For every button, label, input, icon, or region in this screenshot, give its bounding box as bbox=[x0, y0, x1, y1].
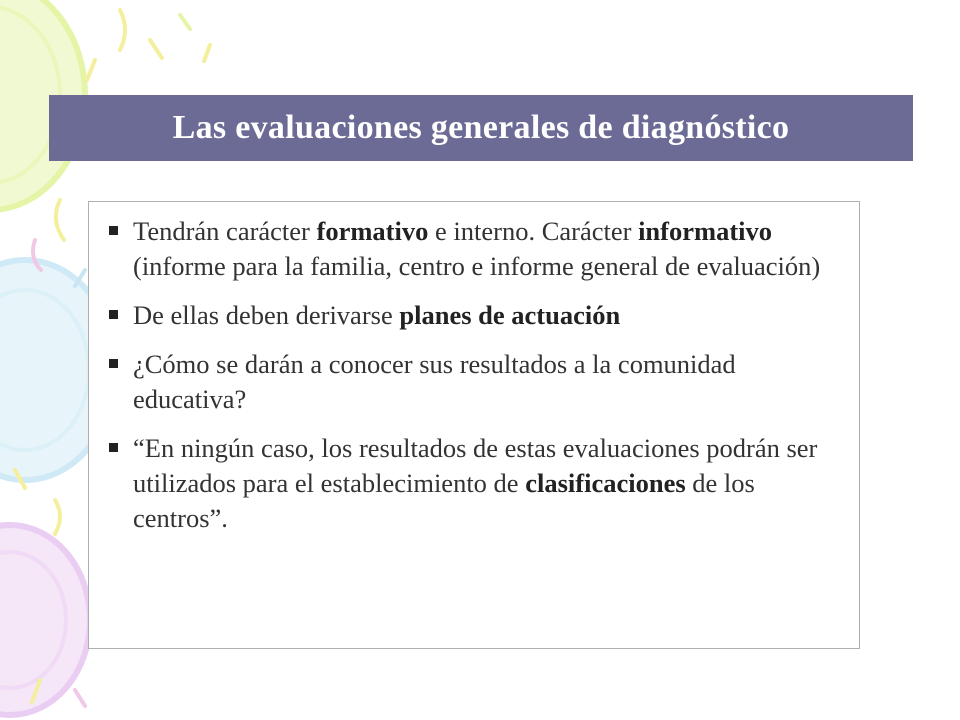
square-bullet-icon bbox=[109, 226, 118, 235]
text-segment: e interno. Carácter bbox=[428, 216, 639, 246]
bullet-item bbox=[101, 214, 841, 284]
bold-phrase: planes de actuación bbox=[399, 300, 621, 330]
balloon-purple bbox=[0, 525, 90, 715]
text-segment: ¿Cómo se darán a conocer sus resultados a la comunidad educativa? bbox=[133, 349, 736, 414]
content-box bbox=[88, 201, 860, 649]
square-bullet-icon bbox=[109, 359, 118, 368]
square-bullet-icon bbox=[109, 443, 118, 452]
text-segment: Tendrán carácter bbox=[133, 216, 317, 246]
bullet-list bbox=[101, 214, 841, 550]
text-segment: (informe para la familia, centro e informe general de evaluación) bbox=[133, 251, 821, 281]
bullet-item bbox=[101, 298, 841, 333]
bullet-text bbox=[133, 349, 736, 414]
bullet-text bbox=[133, 433, 817, 533]
bold-phrase: clasificaciones bbox=[525, 468, 686, 498]
square-bullet-icon bbox=[109, 310, 118, 319]
bold-phrase: informativo bbox=[638, 216, 773, 246]
text-segment: de los centros”. bbox=[133, 468, 755, 533]
bullet-text bbox=[133, 300, 620, 330]
bullet-text bbox=[133, 216, 820, 281]
text-segment: De ellas deben derivarse bbox=[133, 300, 400, 330]
title-bar bbox=[49, 95, 913, 161]
bold-phrase: formativo bbox=[316, 216, 429, 246]
slide-title: Las evaluaciones generales de diagnóstico bbox=[172, 109, 790, 146]
text-segment: “En ningún caso, los resultados de estas evaluaciones podrán ser utilizados para el establecimiento de bbox=[133, 433, 818, 498]
bullet-item bbox=[101, 431, 841, 536]
bullet-item bbox=[101, 347, 841, 417]
